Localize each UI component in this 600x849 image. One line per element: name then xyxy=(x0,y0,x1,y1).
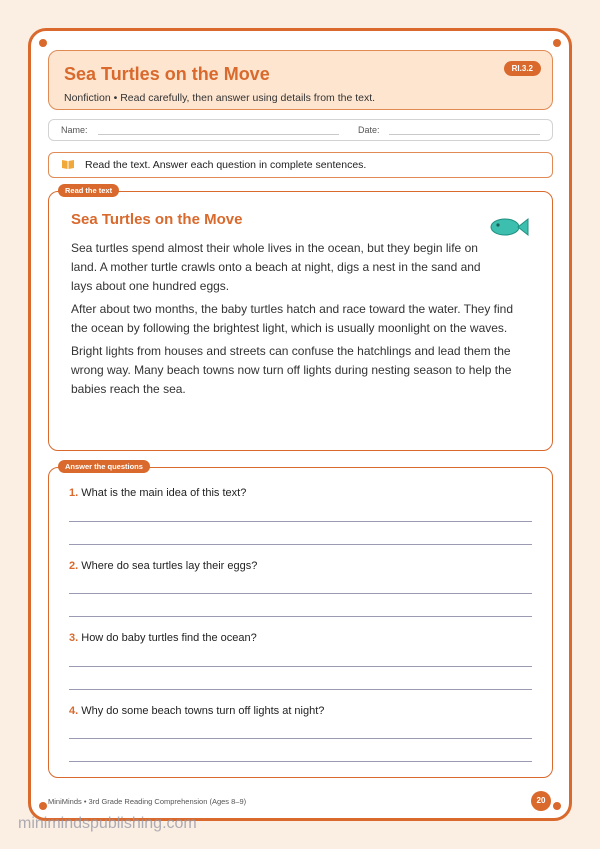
worksheet-page xyxy=(28,28,572,821)
answer-line[interactable] xyxy=(69,544,532,545)
question-item xyxy=(69,560,532,572)
instructions-box xyxy=(48,152,553,178)
question-prompt: Where do sea turtles lay their eggs? xyxy=(81,560,258,572)
question-text xyxy=(69,705,532,717)
passage-paragraph: Bright lights from houses and streets can confuse the hatchlings and lead them the wrong way. Many beach towns now turn off lights during nesting season to help the babies reach the sea. xyxy=(71,344,512,396)
passage-title: Sea Turtles on the Move xyxy=(71,211,243,228)
passage-paragraph: After about two months, the baby turtles hatch and race toward the water. They find the ocean by following the brightest light, which is usually moonlight on the waves. xyxy=(71,302,514,335)
answer-line[interactable] xyxy=(69,689,532,690)
question-item xyxy=(69,632,532,644)
corner-dot xyxy=(553,802,561,810)
question-number: 4. xyxy=(69,705,79,717)
footer-text: MiniMinds • 3rd Grade Reading Comprehension (Ages 8–9) xyxy=(48,797,247,806)
question-text xyxy=(69,487,532,499)
question-text xyxy=(69,632,532,644)
passage-paragraph: Sea turtles spend almost their whole lives in the ocean, but they begin life on land. A mother turtle crawls onto a beach at night, digs a nest in the sand and lays about one hundred eggs. xyxy=(71,241,481,293)
standard-badge: RI.3.2 xyxy=(504,61,541,76)
name-date-bar xyxy=(48,119,553,141)
answer-line[interactable] xyxy=(69,666,532,667)
passage-text xyxy=(71,239,533,403)
question-number: 2. xyxy=(69,560,79,572)
answer-line[interactable] xyxy=(69,593,532,594)
reading-section xyxy=(48,186,553,451)
question-text xyxy=(69,560,532,572)
page-subtitle: Nonfiction • Read carefully, then answer using details from the text. xyxy=(64,92,376,104)
date-field[interactable] xyxy=(389,134,540,135)
answer-line[interactable] xyxy=(69,738,532,739)
fish-icon xyxy=(490,216,530,238)
header-banner xyxy=(48,50,553,110)
question-item xyxy=(69,487,532,499)
instructions-text: Read the text. Answer each question in complete sentences. xyxy=(85,159,367,171)
question-number: 1. xyxy=(69,487,79,499)
question-prompt: How do baby turtles find the ocean? xyxy=(81,632,257,644)
question-prompt: What is the main idea of this text? xyxy=(81,487,247,499)
corner-dot xyxy=(39,39,47,47)
page-number: 20 xyxy=(531,791,551,811)
page-title: Sea Turtles on the Move xyxy=(64,64,270,84)
name-field[interactable] xyxy=(98,134,339,135)
corner-dot xyxy=(39,802,47,810)
date-label: Date: xyxy=(358,125,380,135)
answer-line[interactable] xyxy=(69,761,532,762)
section-tag: Answer the questions xyxy=(58,460,150,473)
questions-section xyxy=(48,462,553,778)
watermark: minimindspublishing.com xyxy=(18,815,197,832)
section-tag: Read the text xyxy=(58,184,119,197)
corner-dot xyxy=(553,39,561,47)
answer-line[interactable] xyxy=(69,616,532,617)
question-number: 3. xyxy=(69,632,79,644)
question-item xyxy=(69,705,532,717)
question-prompt: Why do some beach towns turn off lights at night? xyxy=(81,705,325,717)
book-icon xyxy=(61,159,75,170)
name-label: Name: xyxy=(61,125,88,135)
answer-line[interactable] xyxy=(69,521,532,522)
